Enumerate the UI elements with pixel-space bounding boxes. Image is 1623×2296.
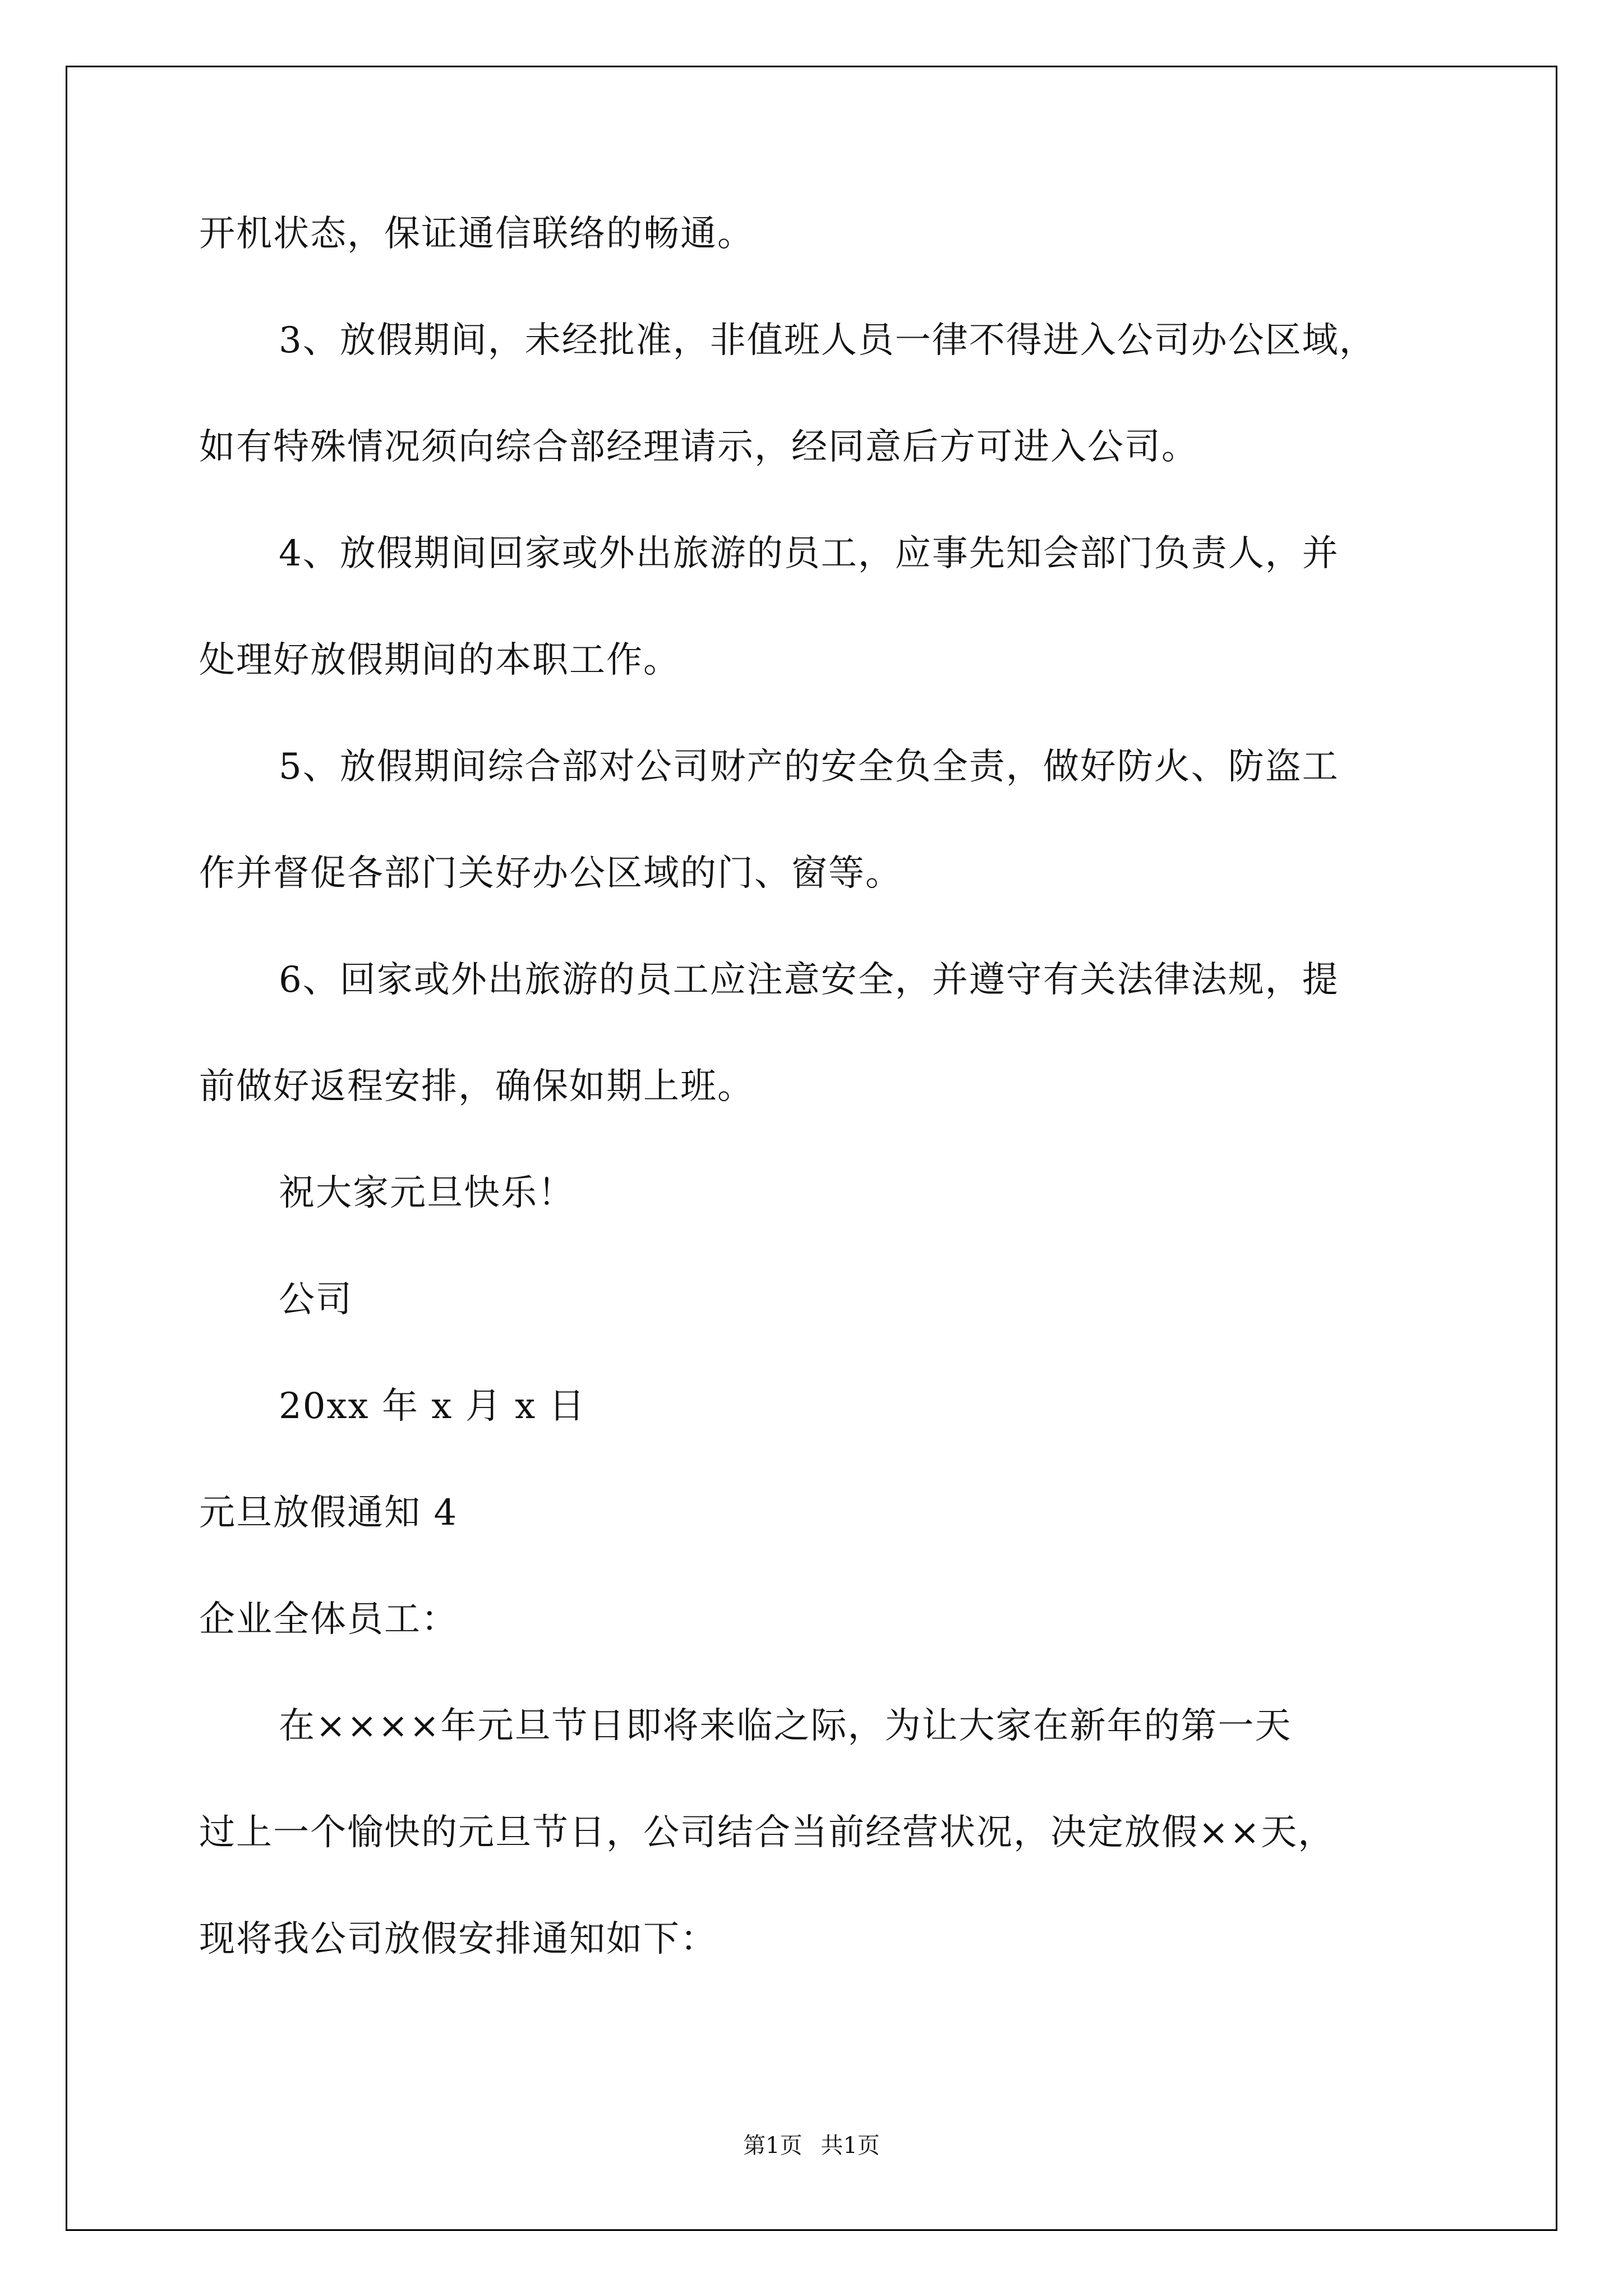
text-line: 过上一个愉快的元旦节日，公司结合当前经营状况，决定放假××天， xyxy=(199,1812,1335,1853)
text-line: 5、放假期间综合部对公司财产的安全负全责，做好防火、防盗工 xyxy=(279,746,1339,788)
text-line: 作并督促各部门关好办公区域的门、窗等。 xyxy=(199,853,902,894)
text-line: 开机状态，保证通信联络的畅通。 xyxy=(199,213,754,255)
salutation: 企业全体员工： xyxy=(199,1599,458,1640)
signature-date: 20xx 年 x 月 x 日 xyxy=(279,1386,586,1427)
text-line: 6、回家或外出旅游的员工应注意安全，并遵守有关法律法规，提 xyxy=(279,959,1339,1001)
page-footer xyxy=(0,2132,1623,2160)
text-line: 3、放假期间，未经批准，非值班人员一律不得进入公司办公区域， xyxy=(279,320,1376,361)
text-line: 前做好返程安排，确保如期上班。 xyxy=(199,1066,754,1107)
greeting-line: 祝大家元旦快乐！ xyxy=(279,1172,575,1214)
page-total: 共1页 xyxy=(820,2133,880,2159)
text-line: 在××××年元旦节日即将来临之际，为让大家在新年的第一天 xyxy=(279,1705,1292,1747)
page-number: 第1页 xyxy=(743,2133,803,2159)
text-line: 如有特殊情况须向综合部经理请示，经同意后方可进入公司。 xyxy=(199,426,1198,468)
signature-company: 公司 xyxy=(279,1279,353,1320)
section-title: 元旦放假通知 4 xyxy=(199,1492,458,1534)
page-frame xyxy=(66,66,1557,2231)
text-line: 现将我公司放假安排通知如下： xyxy=(199,1918,717,1960)
text-line: 4、放假期间回家或外出旅游的员工，应事先知会部门负责人，并 xyxy=(279,533,1339,574)
text-line: 处理好放假期间的本职工作。 xyxy=(199,639,680,681)
